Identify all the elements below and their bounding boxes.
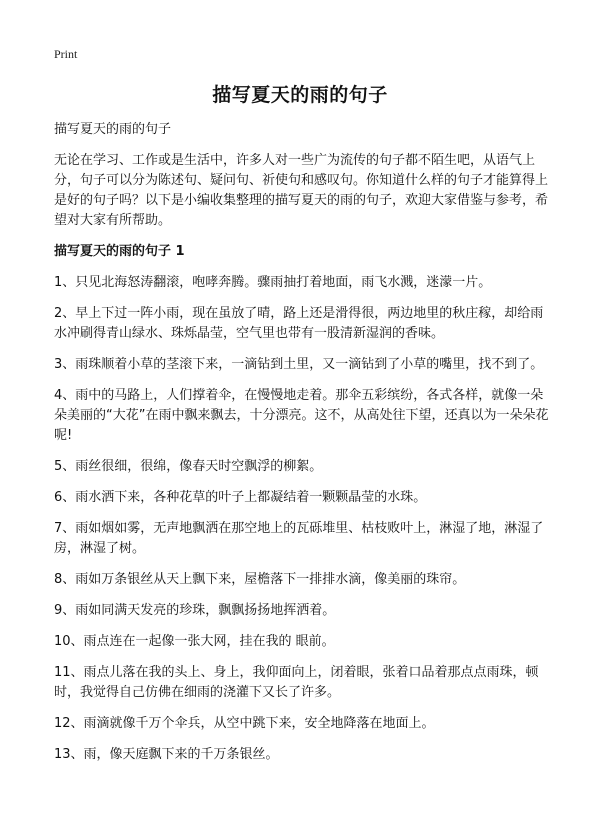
list-item: 13、雨，像天庭飘下来的千万条银丝。 xyxy=(54,747,279,762)
list-item: 11、雨点儿落在我的头上、身上，我仰面向上，闭着眼，张着口品着那点点雨珠，顿时，我觉得自己仿佛在细雨的浇灌下又长了许多。 xyxy=(54,665,539,700)
page-title: 描写夏天的雨的句子 xyxy=(212,84,388,106)
article-body xyxy=(54,121,550,776)
print-label: Print xyxy=(54,47,78,61)
list-item: 12、雨滴就像千万个伞兵，从空中跳下来，安全地降落在地面上。 xyxy=(54,716,435,731)
article-subtitle: 描写夏天的雨的句子 xyxy=(54,122,172,137)
list-item: 2、早上下过一阵小雨，现在虽放了晴，路上还是滑得很，两边地里的秋庄稼，却给雨水冲刷得青山绿水、珠烁晶莹，空气里也带有一股清新湿润的香味。 xyxy=(54,306,544,341)
list-item: 8、雨如万条银丝从天上飘下来，屋檐落下一排排水滴，像美丽的珠帘。 xyxy=(54,572,466,587)
list-item: 6、雨水洒下来，各种花草的叶子上都凝结着一颗颗晶莹的水珠。 xyxy=(54,490,427,505)
section-heading: 描写夏天的雨的句子 1 xyxy=(54,244,185,259)
list-item: 9、雨如同满天发亮的珍珠，飘飘扬扬地挥洒着。 xyxy=(54,603,336,618)
list-item: 1、只见北海怒涛翻滚，咆哮奔腾。骤雨抽打着地面，雨飞水溅，迷濛一片。 xyxy=(54,275,492,290)
list-item: 4、雨中的马路上，人们撑着伞，在慢慢地走着。那伞五彩缤纷，各式各样，就像一朵朵美丽的“大花”在雨中飘来飘去，十分漂亮。这不，从高处往下望，还真以为一朵朵花呢! xyxy=(54,388,549,443)
intro-paragraph: 无论在学习、工作或是生活中，许多人对一些广为流传的句子都不陌生吧，从语气上分，句子可以分为陈述句、疑问句、祈使句和感叹句。你知道什么样的句子才能算得上是好的句子吗？以下是小编收集整理的描写夏天的雨的句子，欢迎大家借鉴与参考，希望对大家有所帮助。 xyxy=(54,153,549,228)
list-item: 7、雨如烟如雾，无声地飘洒在那空地上的瓦砾堆里、枯枝败叶上，淋湿了地，淋湿了房，淋湿了树。 xyxy=(54,521,544,556)
sentence-list xyxy=(54,273,550,765)
list-item: 10、雨点连在一起像一张大网，挂在我的 眼前。 xyxy=(54,634,335,649)
list-item: 5、雨丝很细，很绵，像春天时空飘浮的柳絮。 xyxy=(54,459,323,474)
list-item: 3、雨珠顺着小草的茎滚下来，一滴钻到土里，又一滴钻到了小草的嘴里，找不到了。 xyxy=(54,357,544,372)
